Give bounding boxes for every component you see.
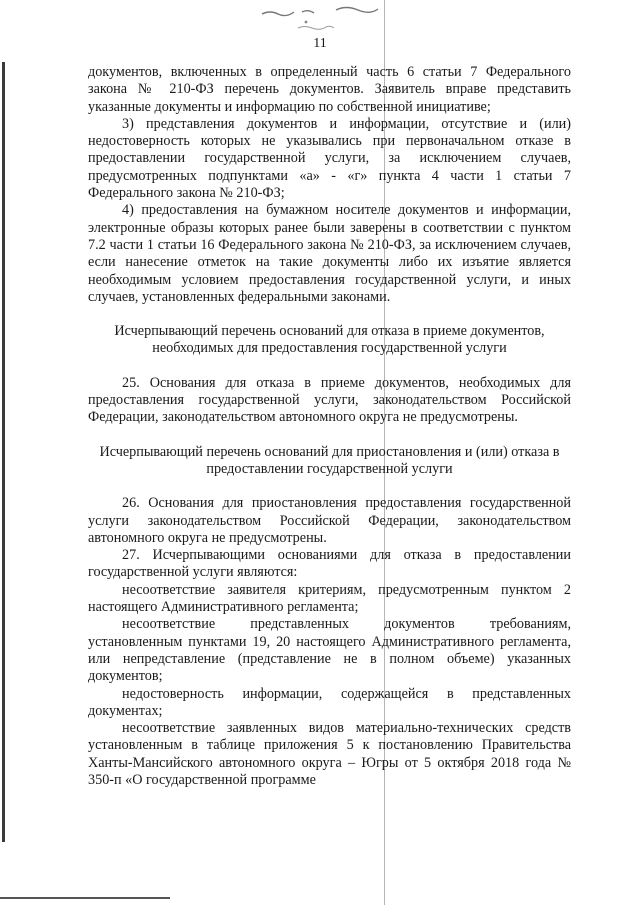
page-number: 11 [313,36,327,51]
list-item-criteria: несоответствие заявителя критериям, предусмотренным пунктом 2 настоящего Административного регламента; [88,581,571,616]
paragraph-25: 25. Основания для отказа в приеме документов, необходимых для предоставления государственной услуги, законодательством Российской Федерации, законодательством автономного округа не предусмотрены. [88,374,571,426]
list-item-unreliable-info: недостоверность информации, содержащейся в представленных документах; [88,685,571,719]
scan-edge-left [2,62,5,842]
paragraph-item-3: 3) представления документов и информации, отсутствие и (или) недостоверность которых не указывались при первоначальном отказе в предоставлении государственной услуги, за исключением случаев, предусмотренных подпунктами «а» - «г» пункта 4 части 1 статьи 7 Федерального закона № 210-ФЗ; [88,115,571,202]
paragraph-27: 27. Исчерпывающими основаниями для отказа в предоставлении государственной услуги являются: [88,547,571,581]
paragraph-continuation: документов, включенных в определенный часть 6 статьи 7 Федерального закона № 210-ФЗ перечень документов. Заявитель вправе представить указанные документы и информацию по собственной инициативе; [88,64,571,115]
list-item-equipment: несоответствие заявленных видов материально-технических средств установленным в таблице приложения 5 к постановлению Правительства Ханты-Мансийского автономного округа – Югры от 5 октября 2018 года № 350-п «О государственной программе [88,720,571,788]
section-heading-suspension-refusal: Исчерпывающий перечень оснований для приостановления и (или) отказа в предоставлении государственной услуги [99,443,560,477]
stamp-marks [258,2,398,36]
section-heading-refusal-acceptance: Исчерпывающий перечень оснований для отказа в приеме документов, необходимых для предоставления государственной услуги [114,323,545,357]
paragraph-26: 26. Основания для приостановления предоставления государственной услуги законодательством Российской Федерации, законодательством автономного округа не предусмотрены. [88,495,571,546]
document-body [88,64,571,789]
paragraph-item-4: 4) предоставления на бумажном носителе документов и информации, электронные образы которых ранее были заверены в соответствии с пунктом 7.2 части 1 статьи 16 Федерального закона № 210-ФЗ, за исключением случаев, если нанесение отметок на такие документы либо их изъятие является необходимым условием предоставления государственной услуги, и иных случаев, установленных федеральными законами. [88,202,571,305]
scan-edge-bottom [0,897,170,899]
list-item-documents: несоответствие представленных документов требованиям, установленным пунктами 19, 20 настоящего Административного регламента, или непредставление (представление не в полном объеме) указанных документов; [88,616,571,685]
